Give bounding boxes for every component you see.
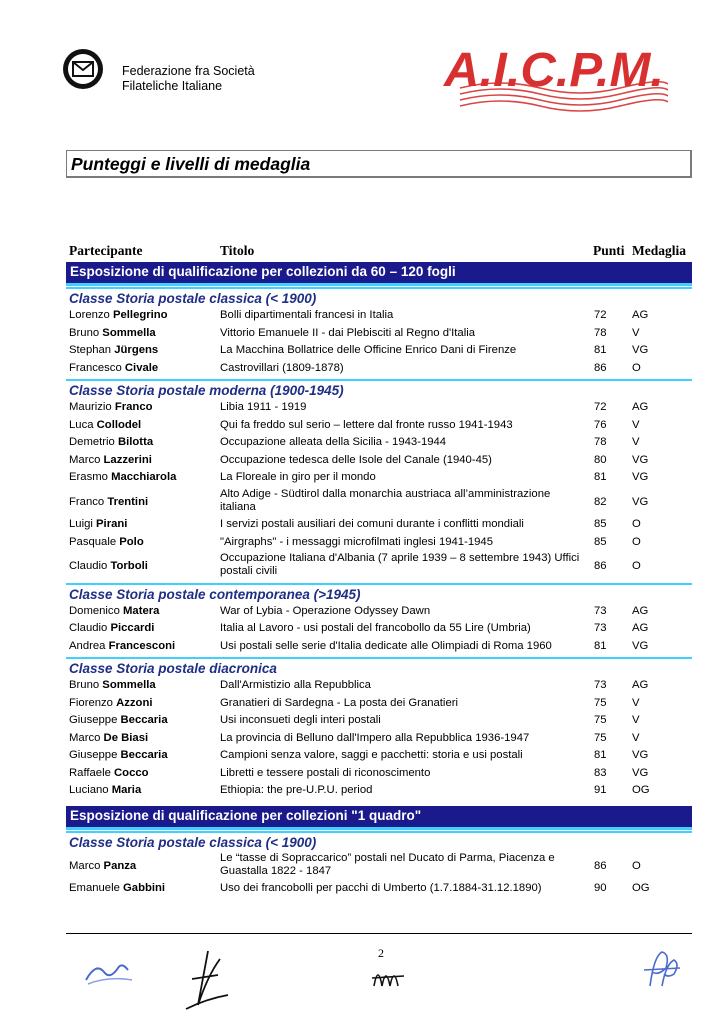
participant-last-name: Panza: [103, 859, 137, 872]
participant-first-name: Marco: [69, 859, 101, 872]
participant-name: [69, 362, 158, 374]
signature-4: [640, 946, 684, 992]
collection-title: La Floreale in giro per il mondo: [220, 471, 376, 483]
class-heading: [66, 287, 692, 309]
medal-value: O: [632, 361, 641, 374]
medal-value: V: [632, 714, 640, 726]
page-number: 2: [378, 946, 384, 960]
participant-first-name: Luigi: [69, 518, 93, 530]
participant-last-name: Pirani: [96, 518, 128, 530]
participant-last-name: Collodel: [96, 418, 142, 431]
participant-last-name: Franco: [114, 401, 153, 413]
table-row: [66, 639, 692, 657]
participant-last-name: Beccaria: [120, 714, 168, 726]
medal-value: O: [632, 859, 641, 872]
page-title: Punteggi e livelli di medaglia: [71, 154, 311, 174]
medal-value: AG: [632, 604, 649, 617]
medal-value: V: [632, 418, 640, 431]
participant-last-name: Francesconi: [108, 639, 176, 652]
org-line-1: Federazione fra Società: [122, 64, 255, 78]
participant-name: [69, 309, 168, 321]
table-row: [66, 400, 692, 418]
participant-first-name: Emanuele: [69, 882, 120, 894]
org-line-2: Filateliche Italiane: [122, 79, 223, 93]
collection-title: Uso dei francobolli per pacchi di Umberto (1.7.1884-31.12.1890): [220, 882, 542, 894]
points-value: 75: [594, 731, 607, 744]
points-value: 76: [594, 418, 607, 431]
collection-title: La provincia di Belluno dall'Impero alla Repubblica 1936-1947: [220, 731, 530, 744]
col-points-header: Punti: [593, 243, 625, 258]
table-row: [66, 326, 692, 344]
points-value: 75: [594, 696, 607, 709]
participant-last-name: Torboli: [110, 560, 148, 572]
participant-name: [69, 679, 156, 691]
medal-value: VG: [632, 639, 649, 652]
participant-name: [69, 784, 141, 796]
medal-value: OG: [632, 882, 650, 894]
class-heading-text: Classe Storia postale diacronica: [69, 661, 277, 676]
medal-value: VG: [632, 766, 649, 779]
participant-first-name: Marco: [69, 453, 101, 466]
points-value: 86: [594, 361, 607, 374]
class-heading-text: Classe Storia postale classica (< 1900): [69, 834, 317, 850]
collection-title: Libretti e tessere postali di riconoscimento: [220, 766, 431, 779]
participant-first-name: Bruno: [69, 326, 100, 339]
collection-title: Occupazione tedesca delle Isole del Canale (1940-45): [220, 453, 492, 466]
participant-first-name: Claudio: [69, 622, 108, 634]
collection-title: Le “tasse di Sopraccarico” postali nel Ducato di Parma, Piacenza e Guastalla 1822 - 1847: [220, 851, 555, 877]
collection-title: Ethiopia: the pre-U.P.U. period: [220, 784, 373, 796]
participant-name: [69, 454, 152, 466]
participant-name: [69, 496, 148, 508]
table-row: [66, 361, 692, 379]
collection-title: Occupazione Italiana d'Albania (7 aprile 1939 – 8 settembre 1943) Uffici postali civili: [220, 552, 580, 577]
medal-value: V: [632, 326, 640, 339]
points-value: 91: [594, 784, 607, 796]
class-heading: [66, 583, 692, 605]
table-row: [66, 766, 692, 784]
class-heading: [66, 657, 692, 679]
table-row: [66, 748, 692, 766]
table-row: [66, 488, 692, 518]
medal-value: VG: [632, 749, 649, 761]
participant-last-name: Piccardi: [110, 622, 155, 634]
participant-last-name: Gabbini: [123, 882, 166, 894]
collection-title: Usi inconsueti degli interi postali: [220, 714, 381, 726]
organization-name: [122, 64, 255, 94]
table-row: [66, 881, 692, 899]
signature-2: [178, 945, 234, 1013]
medal-value: OG: [632, 784, 650, 796]
participant-last-name: Bilotta: [117, 436, 154, 448]
participant-last-name: Maria: [111, 784, 142, 796]
medal-value: VG: [632, 453, 649, 466]
table-row: [66, 713, 692, 731]
participant-name: [69, 860, 136, 872]
collection-title: Libia 1911 - 1919: [220, 401, 307, 413]
points-value: 78: [594, 436, 607, 448]
medal-value: O: [632, 518, 641, 530]
participant-first-name: Fiorenzo: [69, 696, 113, 709]
points-value: 81: [594, 344, 607, 356]
collection-title: Castrovillari (1809-1878): [220, 361, 344, 374]
participant-first-name: Domenico: [69, 604, 120, 617]
table-row: [66, 343, 692, 361]
table-row: [66, 731, 692, 749]
participant-name: [69, 749, 168, 761]
table-row: [66, 435, 692, 453]
medal-value: V: [632, 436, 640, 448]
medal-value: O: [632, 535, 641, 548]
participant-name: [69, 697, 153, 709]
participant-first-name: Franco: [69, 495, 105, 508]
collection-title: I servizi postali ausiliari dei comuni durante i conflitti mondiali: [220, 518, 524, 530]
participant-name: [69, 471, 176, 483]
table-row: [66, 308, 692, 326]
class-heading-text: Classe Storia postale classica (< 1900): [69, 291, 317, 306]
collection-title: Usi postali selle serie d'Italia dedicate alle Olimpiadi di Roma 1960: [220, 639, 552, 652]
participant-last-name: Sommella: [102, 326, 156, 339]
participant-first-name: Francesco: [69, 361, 122, 374]
participant-name: [69, 605, 159, 617]
points-value: 80: [594, 453, 607, 466]
class-heading-text: Classe Storia postale contemporanea (>1945): [69, 586, 361, 602]
participant-name: [69, 401, 153, 413]
section-heading: [66, 262, 692, 286]
table-row: [66, 783, 692, 801]
points-value: 85: [594, 535, 607, 548]
medal-value: AG: [632, 622, 649, 634]
federation-logo-icon: [62, 48, 104, 90]
medal-value: V: [632, 731, 640, 744]
collection-title: War of Lybia - Operazione Odyssey Dawn: [220, 604, 431, 617]
participant-name: [69, 767, 149, 779]
collection-title: Qui fa freddo sul serio – lettere dal fronte russo 1941-1943: [220, 418, 513, 431]
participant-last-name: Macchiarola: [111, 471, 177, 483]
logo-text: A.I.C.P.M.: [442, 44, 664, 97]
medal-value: VG: [632, 471, 649, 483]
table-row: [66, 453, 692, 471]
aicpm-logo: [440, 44, 668, 116]
points-value: 72: [594, 309, 607, 321]
medal-value: AG: [632, 679, 649, 691]
participant-first-name: Pasquale: [69, 535, 117, 548]
participant-last-name: Beccaria: [120, 749, 168, 761]
participant-name: [69, 732, 148, 744]
medal-value: V: [632, 696, 640, 709]
collection-title: Italia al Lavoro - usi postali del francobollo da 55 Lire (Umbria): [220, 622, 531, 634]
table-row: [66, 517, 692, 535]
participant-name: [69, 622, 154, 634]
participant-name: [69, 419, 141, 431]
col-title-header: Titolo: [220, 243, 255, 258]
class-heading-text: Classe Storia postale moderna (1900-1945): [69, 383, 344, 398]
participant-last-name: Cocco: [114, 766, 149, 779]
points-value: 86: [594, 560, 607, 572]
collection-title: "Airgraphs" - i messaggi microfilmati inglesi 1941-1945: [220, 535, 493, 548]
page-title-box: [66, 150, 692, 178]
section-heading-text: Esposizione di qualificazione per collezioni "1 quadro": [70, 807, 422, 823]
table-row: [66, 552, 692, 582]
participant-first-name: Raffaele: [69, 766, 111, 779]
table-row: [66, 678, 692, 696]
medal-value: AG: [632, 309, 649, 321]
points-value: 73: [594, 679, 607, 691]
participant-name: [69, 327, 156, 339]
participant-first-name: Lorenzo: [69, 309, 110, 321]
points-value: 81: [594, 749, 607, 761]
medal-value: O: [632, 560, 641, 572]
collection-title: Dall'Armistizio alla Repubblica: [220, 679, 371, 691]
participant-name: [69, 882, 165, 894]
collection-title: Granatieri di Sardegna - La posta dei Granatieri: [220, 696, 458, 709]
participant-first-name: Marco: [69, 731, 101, 744]
medal-value: VG: [632, 344, 649, 356]
participant-last-name: Polo: [119, 535, 144, 548]
table-row: [66, 852, 692, 882]
collection-title: Campioni senza valore, saggi e pacchetti: storia e usi postali: [220, 749, 523, 761]
table-row: [66, 621, 692, 639]
medal-value: VG: [632, 495, 649, 508]
participant-first-name: Stephan: [69, 344, 112, 356]
participant-first-name: Luca: [69, 418, 94, 431]
participant-last-name: Civale: [124, 361, 159, 374]
participant-last-name: Pellegrino: [112, 309, 168, 321]
medal-value: AG: [632, 401, 649, 413]
participant-name: [69, 714, 168, 726]
table-bottom-rule: [66, 933, 692, 934]
table-row: [66, 418, 692, 436]
class-heading: [66, 379, 692, 401]
points-value: 86: [594, 859, 607, 872]
participant-last-name: De Biasi: [103, 731, 149, 744]
section-heading-text: Esposizione di qualificazione per collezioni da 60 – 120 fogli: [70, 264, 456, 279]
collection-title: Alto Adige - Südtirol dalla monarchia austriaca all’amministrazione italiana: [220, 487, 551, 513]
participant-first-name: Claudio: [69, 560, 108, 572]
points-value: 75: [594, 714, 607, 726]
points-value: 78: [594, 326, 607, 339]
table-row: [66, 696, 692, 714]
points-value: 83: [594, 766, 607, 779]
points-value: 90: [594, 882, 607, 894]
participant-name: [69, 640, 175, 652]
participant-last-name: Lazzerini: [103, 453, 152, 466]
participant-first-name: Maurizio: [69, 401, 112, 413]
col-medal-header: Medaglia: [632, 243, 686, 258]
signature-3: [368, 958, 408, 992]
points-value: 72: [594, 401, 607, 413]
participant-first-name: Andrea: [69, 639, 106, 652]
participant-first-name: Demetrio: [69, 436, 115, 448]
signature-1: [78, 950, 138, 992]
participant-last-name: Jürgens: [114, 344, 159, 356]
participant-name: [69, 518, 127, 530]
collection-title: La Macchina Bollatrice delle Officine Enrico Dani di Firenze: [220, 344, 517, 356]
participant-first-name: Erasmo: [69, 471, 108, 483]
participant-first-name: Luciano: [69, 784, 109, 796]
collection-title: Vittorio Emanuele II - dai Plebisciti al Regno d'Italia: [220, 326, 476, 339]
class-heading: [66, 831, 692, 853]
participant-first-name: Bruno: [69, 679, 100, 691]
points-value: 81: [594, 639, 607, 652]
participant-last-name: Sommella: [102, 679, 156, 691]
table-row: [66, 470, 692, 488]
participant-name: [69, 536, 144, 548]
participant-first-name: Giuseppe: [69, 714, 118, 726]
participant-last-name: Matera: [123, 604, 160, 617]
participant-name: [69, 344, 158, 356]
table-row: [66, 535, 692, 553]
participant-name: [69, 560, 148, 572]
col-participant-header: Partecipante: [69, 243, 143, 258]
collection-title: Bolli dipartimentali francesi in Italia: [220, 309, 394, 321]
table-row: [66, 604, 692, 622]
section-heading: [66, 806, 692, 830]
points-value: 85: [594, 518, 607, 530]
points-value: 73: [594, 622, 607, 634]
collection-title: Occupazione alleata della Sicilia - 1943-1944: [220, 436, 447, 448]
participant-last-name: Trentini: [107, 495, 149, 508]
points-value: 73: [594, 604, 607, 617]
participant-name: [69, 436, 153, 448]
points-value: 82: [594, 495, 607, 508]
points-value: 81: [594, 471, 607, 483]
participant-last-name: Azzoni: [116, 696, 153, 709]
participant-first-name: Giuseppe: [69, 749, 118, 761]
